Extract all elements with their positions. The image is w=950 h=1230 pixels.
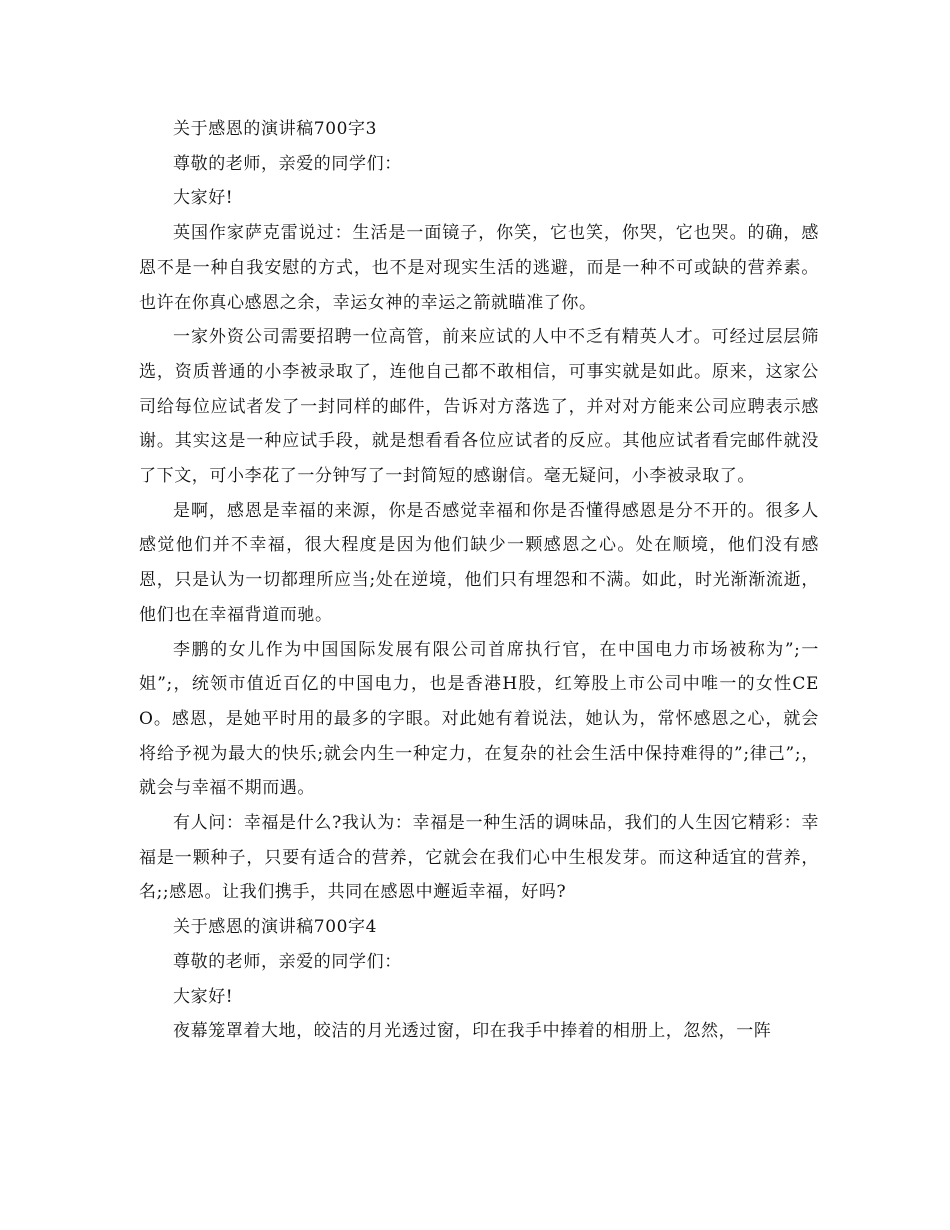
- section-heading: 关于感恩的演讲稿700字3: [173, 119, 378, 139]
- paragraph: 英国作家萨克雷说过：生活是一面镜子，你笑，它也笑，你哭，它也哭。的确，感恩不是一种自我安慰的方式，也不是对现实生活的逃避，而是一种不可或缺的营养素。也许在你真心感恩之余，幸运女神的幸运之箭就瞄准了你。: [139, 223, 819, 313]
- paragraph: 李鹏的女儿作为中国国际发展有限公司首席执行官，在中国电力市场被称为”;一姐”;，统领市值近百亿的中国电力，也是香港H股，红筹股上市公司中唯一的女性CEO。感恩，是她平时用的最多的字眼。对此她有着说法，她认为，常怀感恩之心，就会将给予视为最大的快乐;就会内生一种定力，在复杂的社会生活中保持难得的”;律己”;，就会与幸福不期而遇。: [139, 639, 819, 799]
- section-heading: 关于感恩的演讲稿700字4: [173, 917, 378, 938]
- paragraph: 有人问：幸福是什么?我认为：幸福是一种生活的调味品，我们的人生因它精彩：幸福是一颗种子，只要有适合的营养，它就会在我们心中生根发芽。而这种适宜的营养，名;;感恩。让我们携手，共同在感恩中邂逅幸福，好吗?: [139, 813, 819, 903]
- paragraph: 是啊，感恩是幸福的来源，你是否感觉幸福和你是否懂得感恩是分不开的。很多人感觉他们并不幸福，很大程度是因为他们缺少一颗感恩之心。处在顺境，他们没有感恩，只是认为一切都理所应当;处在逆境，他们只有埋怨和不满。如此，时光渐渐流逝，他们也在幸福背道而驰。: [139, 500, 819, 625]
- document-body: [139, 112, 819, 1049]
- paragraph: 夜幕笼罩着大地，皎洁的月光透过窗，印在我手中捧着的相册上，忽然，一阵: [173, 1021, 772, 1042]
- greeting: 大家好!: [173, 188, 234, 209]
- salutation: 尊敬的老师，亲爱的同学们：: [173, 951, 402, 972]
- salutation: 尊敬的老师，亲爱的同学们：: [173, 153, 402, 174]
- paragraph: 一家外资公司需要招聘一位高管，前来应试的人中不乏有精英人才。可经过层层筛选，资质普通的小李被录取了，连他自己都不敢相信，可事实就是如此。原来，这家公司给每位应试者发了一封同样的邮件，告诉对方落选了，并对对方能来公司应聘表示感谢。其实这是一种应试手段，就是想看看各位应试者的反应。其他应试者看完邮件就没了下文，可小李花了一分钟写了一封简短的感谢信。毫无疑问，小李被录取了。: [139, 327, 819, 487]
- greeting: 大家好!: [173, 986, 234, 1007]
